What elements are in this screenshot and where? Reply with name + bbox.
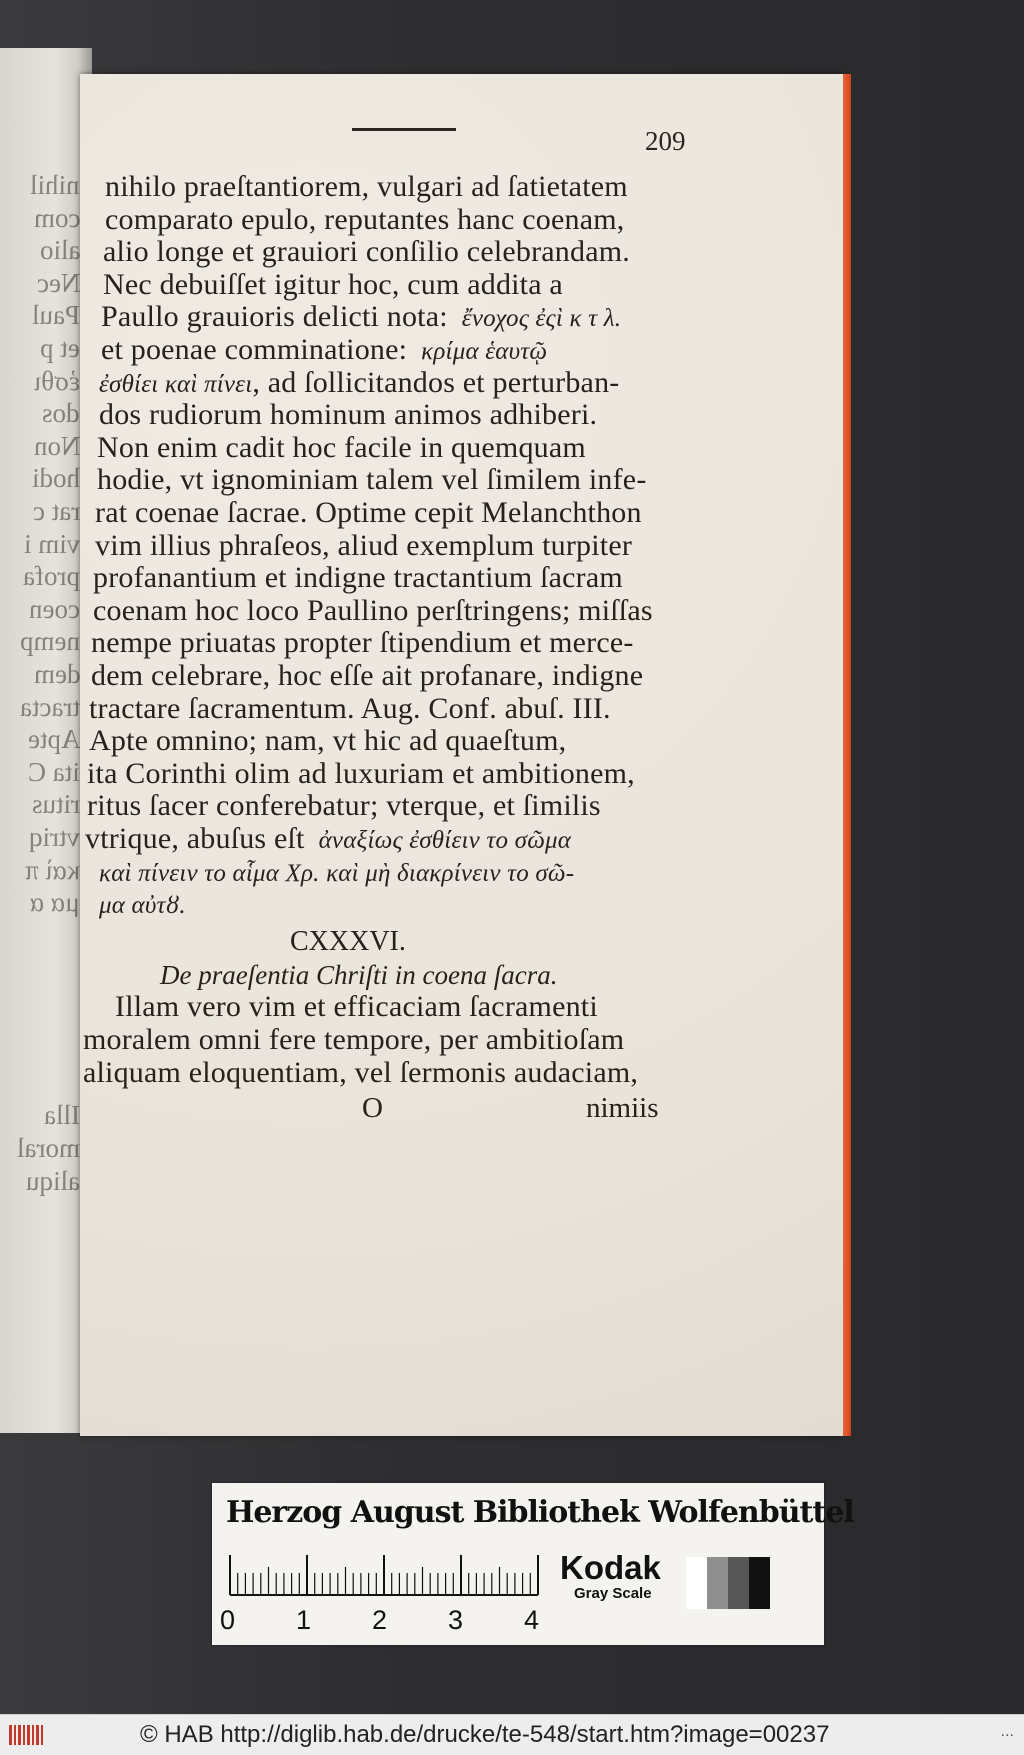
color-target-card [212,1483,854,1645]
text-line [103,268,563,302]
ruler-number: 4 [524,1605,540,1635]
previous-page-fragment: et p [40,333,80,363]
signature-mark: O [362,1092,383,1124]
greek-text: ἀναξίως ἐσθίειν το σῶμα [318,827,572,854]
text-line [99,398,597,432]
more-menu-icon[interactable]: ... [1000,1723,1014,1740]
text-line [95,529,632,563]
previous-page-fragment: Apte [27,724,80,755]
ruler-number: 1 [296,1605,312,1635]
previous-page-fragment: coen [29,593,80,624]
previous-page-fragment: Illa [44,1100,80,1130]
previous-page-fragment: moral [17,1133,80,1163]
previous-page-fragment: Nec [36,267,80,298]
section-line: moralem omni fere tempore, per ambitioſam [83,1023,625,1056]
viewer-footer [0,1714,1024,1755]
previous-page-fragment: nihil [30,170,80,200]
page-number: 209 [645,126,686,156]
gray-swatches [686,1557,770,1609]
latin-text: ita Corinthi olim ad luxuriam et ambitionem, [87,756,635,790]
gray-swatch [749,1557,770,1609]
latin-text: vim illius phraſeos, aliud exemplum turpiter [95,528,633,562]
latin-text: profanantium et indigne tractantium ſacram [93,561,623,595]
ruler-number: 0 [220,1605,236,1635]
text-line [95,496,642,530]
previous-page-fragment: aliqu [26,1166,80,1196]
latin-text: dos rudiorum hominum animos adhiberi. [99,398,598,432]
page-red-edge [843,74,851,1436]
previous-page-fragment: ita C [28,756,80,787]
previous-page-fragment: καὶ π [24,854,80,885]
book-page [80,74,843,1436]
latin-text: alio longe et grauiori conſilio celebrandam. [103,235,630,269]
latin-text: dem celebrare, hoc eſſe ait profanare, indigne [91,659,644,692]
gray-swatch [707,1557,728,1609]
greek-text: καὶ πίνειν το αἷμα Χρ. καὶ μὴ διακρίνειν το σῶ- [99,859,575,887]
greek-text: κρίμα ἑαυτῷ [421,338,548,365]
previous-page-fragment: com [33,202,80,233]
previous-page-fragment: vtriq [29,822,80,852]
text-line [101,333,547,367]
hab-logo-icon [8,1723,48,1747]
previous-page-fragment: tracta [20,691,80,722]
latin-text: nempe priuatas propter ſtipendium et merce- [91,626,634,660]
text-line [105,170,628,204]
latin-text: Non enim cadit hoc facile in quemquam [97,430,586,464]
previous-page-fragment: vim i [23,528,80,559]
latin-text: nihilo praeſtantiorem, vulgari ad ſatietatem [105,170,628,203]
ruler-scale [226,1551,546,1607]
section-line: aliquam eloquentiam, vel ſermonis audaciam, [83,1056,639,1089]
text-line [87,789,601,823]
previous-page-fragment: Non [33,430,80,461]
previous-page-fragment: dos [42,398,80,429]
text-line [85,855,574,889]
latin-text: , ad ſollicitandos et perturban- [252,365,620,399]
latin-text: vtrique, abuſus eſt [85,822,305,855]
kodak-logo: Kodak [560,1549,661,1586]
previous-page-fragment: profa [23,561,80,592]
text-line [89,724,566,758]
text-line [91,659,643,693]
greek-text: ἔνοχος ἐςὶ κ τ λ. [461,305,622,333]
text-line [91,626,634,660]
catchword: nimiis [586,1092,659,1124]
text-line [101,300,621,334]
text-line [99,366,619,400]
previous-page-fragment: ἐσθι [33,365,80,396]
text-line [85,822,571,856]
library-title: Herzog August Bibliothek Wolfenbüttel [226,1495,854,1530]
previous-page-fragment: ritus [31,789,80,820]
latin-text: coenam hoc loco Paullino perſtringens; miſſas [93,593,653,627]
latin-text: ritus ſacer conferebatur; vterque, et ſimilis [87,789,601,823]
gray-swatch [686,1557,707,1609]
text-line [89,692,611,726]
text-line [93,561,623,595]
latin-text: Nec debuiſſet igitur hoc, cum addita a [103,267,563,301]
copyright-link[interactable]: © HAB http://diglib.hab.de/drucke/te-548/start.htm?image=00237 [140,1721,830,1748]
header-rule [352,128,456,131]
previous-page-fragment: rat c [32,496,80,526]
ruler-number: 2 [372,1605,388,1635]
text-line [105,203,624,237]
previous-page-fragment: μα α [30,887,80,918]
section-title: De praeſentia Chriſti in coena ſacra. [160,960,558,990]
text-line [93,594,653,628]
latin-text: rat coenae ſacrae. Optime cepit Melanchthon [95,496,642,529]
latin-text: comparato epulo, reputantes hanc coenam, [105,202,625,236]
latin-text: et poenae comminatione: [101,333,408,366]
latin-text: Apte omnino; nam, vt hic ad quaeſtum, [89,724,567,758]
greek-text: ἐσθίει καὶ πίνει [99,370,253,398]
previous-page-fragment: Paul [31,300,80,331]
gray-swatch [728,1557,749,1609]
previous-page-fragment: alio [39,235,80,266]
previous-page-fragment: nemp [20,626,80,657]
text-line [97,431,586,465]
section-line: Illam vero vim et efficaciam ſacramenti [115,990,598,1023]
previous-page-fragment: dem [33,659,80,689]
ruler-number: 3 [448,1605,464,1635]
text-line [103,235,630,269]
text-line [85,887,186,921]
text-line [87,757,635,791]
section-number: CXXXVI. [290,926,406,957]
latin-text: hodie, vt ignominiam talem vel ſimilem infe- [97,463,647,497]
previous-page-edge [0,48,92,1433]
latin-text: Paullo grauioris delicti nota: [101,300,448,334]
text-line [97,463,647,497]
greek-text: μα αὐτȣ. [99,892,186,920]
previous-page-fragment: hodi [31,463,80,494]
gray-scale-label: Gray Scale [574,1585,652,1602]
latin-text: tractare ſacramentum. Aug. Conf. abuſ. III. [89,691,611,725]
